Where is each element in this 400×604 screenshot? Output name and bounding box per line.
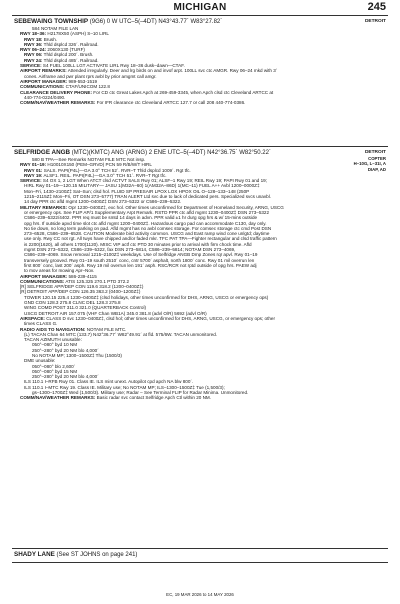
entry-line: TOWER 120.15 225.4 1230–0400Z‡ (clsd holidays, other times unconfirmed for DHS, ARNG, USCG or emergency ops) [24,294,269,300]
airport-info: (9G6) 0 W UTC–5(–4DT) N43°43.77´ W83°27.82´ [89,19,223,25]
entry-line: C586–239–4069. Snow removal 1215–2100Z‡ weekdays. Use of Selfridge ANGB Dmp Zones rqr apvl. Rwy 01–19 [24,252,258,258]
page-header [0,0,400,14]
entry-line: first 800´ conc, last 200´ asph. Rwy 19 mil overrun len 191´ asph. RSC/RCR not rptd outside of opg hrs. PAEW adj [24,262,257,268]
entry-line: 050°–080° blo 2,600´ [32,363,76,369]
entry-line: to mov areas for mowing Apr–Nov. [24,268,95,274]
entry-line: COMM/NAV/WEATHER REMARKS: For IFR clearance ctc Cleveland ARTCC 127.7 or call 208 440-774-0386. [20,100,246,106]
chart-label-copter: COPTER [368,156,386,161]
entry-line: RWY 36: Thld dsplcd 326´. Railroad. [24,41,99,47]
entry-line: COMMUNICATIONS: CTAF/UNICOM 122.8 [20,84,110,90]
entry-line: RWY 19: ALSF1. REIL. PAPI(P4L)—GA 3.0° TCH 51´. RVR–T Rgt tfc. [24,172,167,178]
airport-name-line [14,551,386,559]
airport-entry-sebewaing [14,18,386,105]
entry-line: 1215–2115Z‡ Mon–Fri, OT DSN 273–5777) TRAN ALERT Ltd svc due to lack of dedicated pers. Specialized svcs unavbl. [24,194,272,200]
airport-name: SEBEWAING TOWNSHIP [14,18,89,25]
entry-line: TACAN AZIMUTH unusable: [24,337,82,343]
entry-line: 584 NOTAM FILE LAN [32,26,79,31]
entry-line: RWY 24: Thld dsplcd 485´. Railroad. [24,57,99,63]
entry-line: gs–1300–1700Z‡ Wed (1,500/3). Military use; Radar – See Terminal FLIP for Radar Minima. Unmonitored. [32,390,249,396]
entry-line: RADIO AIDS TO NAVIGATION: NOTAM FILE MTC. [20,326,127,332]
airport-entry-selfridge [14,149,386,401]
airport-name-line [14,149,386,157]
entry-divider [12,548,388,549]
entry-line: USCG DETROIT AIR 157.075 (VHF Chan WB1A) 345.0 381.8 (advl O/R) 5692 (advl O/R) [24,310,207,316]
entry-line: ILS 110.1 I–MTC Rwy 19. Class IE. Military use; No NOTAM MP; ILS–1300–1500Z‡ Tue (1,500/3); [24,384,225,390]
entry-line: RWY 06: Thld dsplcd 200´. Brush. [24,52,94,58]
chart-label-enroute: H–10G, L–31I, A [353,161,386,167]
entry-line: or emergency ops. See FLIP AP/1 Supplementary Arpt Remark. RSTD PPR ctc afld mgmt 1230–0400Z‡ DSN 273–5322 [24,209,270,215]
entry-line: WING COMD POST 311.0 321.0 (QUARTERBACK Control) [24,305,147,311]
entry-divider [12,562,388,563]
entry-line: [R] DETROIT APP/DEP CON 126.35 363.2 (0400–1200Z‡) [20,289,141,295]
entry-line: COMM/NAV/WEATHER REMARKS: Basic radar svc contact Selfridge Apch Ctl within 20 NM. [20,395,212,401]
entry-line: 050°–080° byd 15 NM [32,368,78,374]
airport-crossref: (See ST JOHNS on page 241) [56,552,138,558]
entry-line: 250°–280° byd 20 NM blo 4,000´ [32,374,99,380]
effective-dates: EC, 19 MAR 2026 to 14 MAY 2026 [166,592,234,597]
state-title: MICHIGAN [173,2,227,13]
entry-line: CLEARANCE DELIVERY PHONE: For CD ctc Great Lakes Apch at 269-459-3345, when Apch clsd ctc Cleveland ARTCC at [20,89,274,95]
entry-line: SERVICE: S4 FUEL 100LL LGT ACTIVATE LIRL Rwy 18–36 dusk–dawn—CTAF. [20,63,185,69]
entry-line: RWY 01: SALS. PAPI(P4L)—GA 3.0° TCH 52´. RVR–T Thld dsplcd 1009´. Rgt tfc. [24,167,191,173]
airport-location: DETROIT [364,150,386,155]
page-number: 245 [367,1,386,13]
entry-line: use only. Rwy CC not rgt. All twys have chipped and/or faded mkr. TFC PAT TPA—Fighter rectangular and clsd traffic pattern [24,236,277,242]
entry-line: No tie down, no long term parking on pad. Afld mgmt has no avbl comsec storage. For comsec storage ctc cmd Post DSN [24,225,272,231]
entry-line: MILITARY REMARKS: Opr 1230–0400Z‡, exc hol. Other times unconfirmed for Department of Homeland Security, ARNG, USCG [20,204,284,210]
entry-line: AIRPORT MANAGER: 989-553-1519 [20,78,98,84]
entry-line: [R] SELFRIDGE APP/DEP CON 119.6 318.2 (1200–0400Z‡) [20,284,144,290]
airport-location: DETROIT [364,19,386,24]
entry-line: AIRPORT MANAGER: 586-239-4115 [20,273,97,279]
airport-entry-shady-lane [14,551,386,559]
entry-line: C586–239–5322/4402. PPR req must be smtd 14 days in advn. PPR valid ±1 hr durg opg hrs & w/ 15-mins outside [24,215,258,221]
airport-name: SELFRIDGE ANGB [14,149,71,156]
entry-line: GND CON 128.3 275.8 CLNC DEL 128.3 275.8 [24,300,121,306]
entry-line: is 2200(1620), all others 1700(1120). MISC VIP actf ctc PTD 30 minutes prior to arrival with firm chock time. Afld [24,241,252,247]
entry-line: 273–6528, C586–239–6528. CAUTION Moderate bird activity common. USCG and East ramp wind cone unlgtd; daytime [24,231,270,237]
entry-divider [12,146,388,147]
entry-line: opg hrs. If outside apvd time slot ctc afld mgmt 1200–0400Z‡. Hazardous cargo pad can accommodate C130, day only. [24,220,267,226]
airport-name: SHADY LANE [14,551,55,558]
entry-line: 250°–280° byd 20 NM blo 4,000´ [32,347,99,353]
entry-line: RWY 06–24: 2060X130 (TURF) [20,47,85,53]
entry-line: times CLASS G. [24,321,58,327]
entry-line: HIRL Rwy 01–19—120.15 MILITARY— JASU 1(M32A–60) 1(AM32A–86D) 1(MC–11) FUEL A++ Avbl 1200–0000Z‡ [24,183,260,189]
entry-line: 580 B TPA—See Remarks NOTAM FILE MTC Not insp. [32,157,146,162]
entry-line: RWY 18–36: H2178X50 (ASPH) S–10 LIRL [20,31,109,37]
entry-line: mgmt DSN 273–5322, C586–239–5322, fax DSN 273–5814, C586–239–5814; NOTAM DSN 273–4069, [24,247,236,253]
entry-line: RWY 01–19: H10010X150 (PEM–GRVD) PCN 59 R/B/W/T HIRL [20,162,152,168]
entry-line: 440-774-0224/0490. [24,94,66,100]
entry-line: Mon–Fri, 1430–2100Z‡ Sat–Sun; clsd hol. FLUID SP PRESAIR LPOX LOX HPOX OIL O–128–133–148 (250P [24,188,250,194]
entry-line: No NOTAM MP; 1300–1500Z‡ Thu (1500/3) [32,352,122,358]
entry-line: AIRPORT REMARKS: Attended irregularly. Deer and lrg birds on and invof arpt. 100LL svc ctc AMGR. Rwy 06–24 mkd with 3´ [20,68,278,74]
entry-line: cones. Airframe and pwr plant rprs avbl by prior amgmt call amgr. [24,73,157,79]
entry-line: DME unusable: [24,358,56,364]
header-rule [12,15,388,16]
entry-line: COMMUNICATIONS: ATIS 125.325 270.1 PTD 372.2 [20,278,130,284]
airport-name-line [14,18,386,26]
entry-line: 14 day PPR ctc afld mgmt 1200–0400Z‡ DSN 273–5322 or C586–239–5322. [24,199,182,205]
chart-label-diap: DIAP, AD [367,166,386,172]
entry-line: transversely grooved. Rwy 01–19 south 2510´ conc, cntr 5700´ asphalt, north 1800´ conc. Rwy 01 mil overrun len [24,257,255,263]
entry-line: (L) TACAN Chan 64 MTC (133.7) N42°36.77´ W82°49.91´ at fld. 575/6W. TACAN unmonitored. [24,331,218,337]
entry-line: RWY 18: Brush. [24,36,58,42]
airport-info: (MTC)(KMTC) ANG (ARNG) 2 ENE UTC–5(–4DT) N42°36.75´ W82°50.22´ [71,150,271,156]
entry-line: 050°–080° byd 10 NM [32,342,78,348]
entry-line: ILS 110.1 I–RFB Rwy 01. Class IE. ILS mint unext. Autopilot cpd apch NA blw 800´. [24,379,194,385]
entry-line: AIRSPACE: CLASS D svc 1230–0400Z‡, clsd hol; other times unconfirmed for DHS, ARNG, USCG, or emergency ops; other [20,315,275,321]
entry-line: SERVICE: S4 OX 1, 2 LGT When ATCT clsd ACTVT SALS Rwy 01; ALSF–1 Rwy 19; REIL Rwy 19; PAPI Rwy 01 and 19; [20,178,267,184]
